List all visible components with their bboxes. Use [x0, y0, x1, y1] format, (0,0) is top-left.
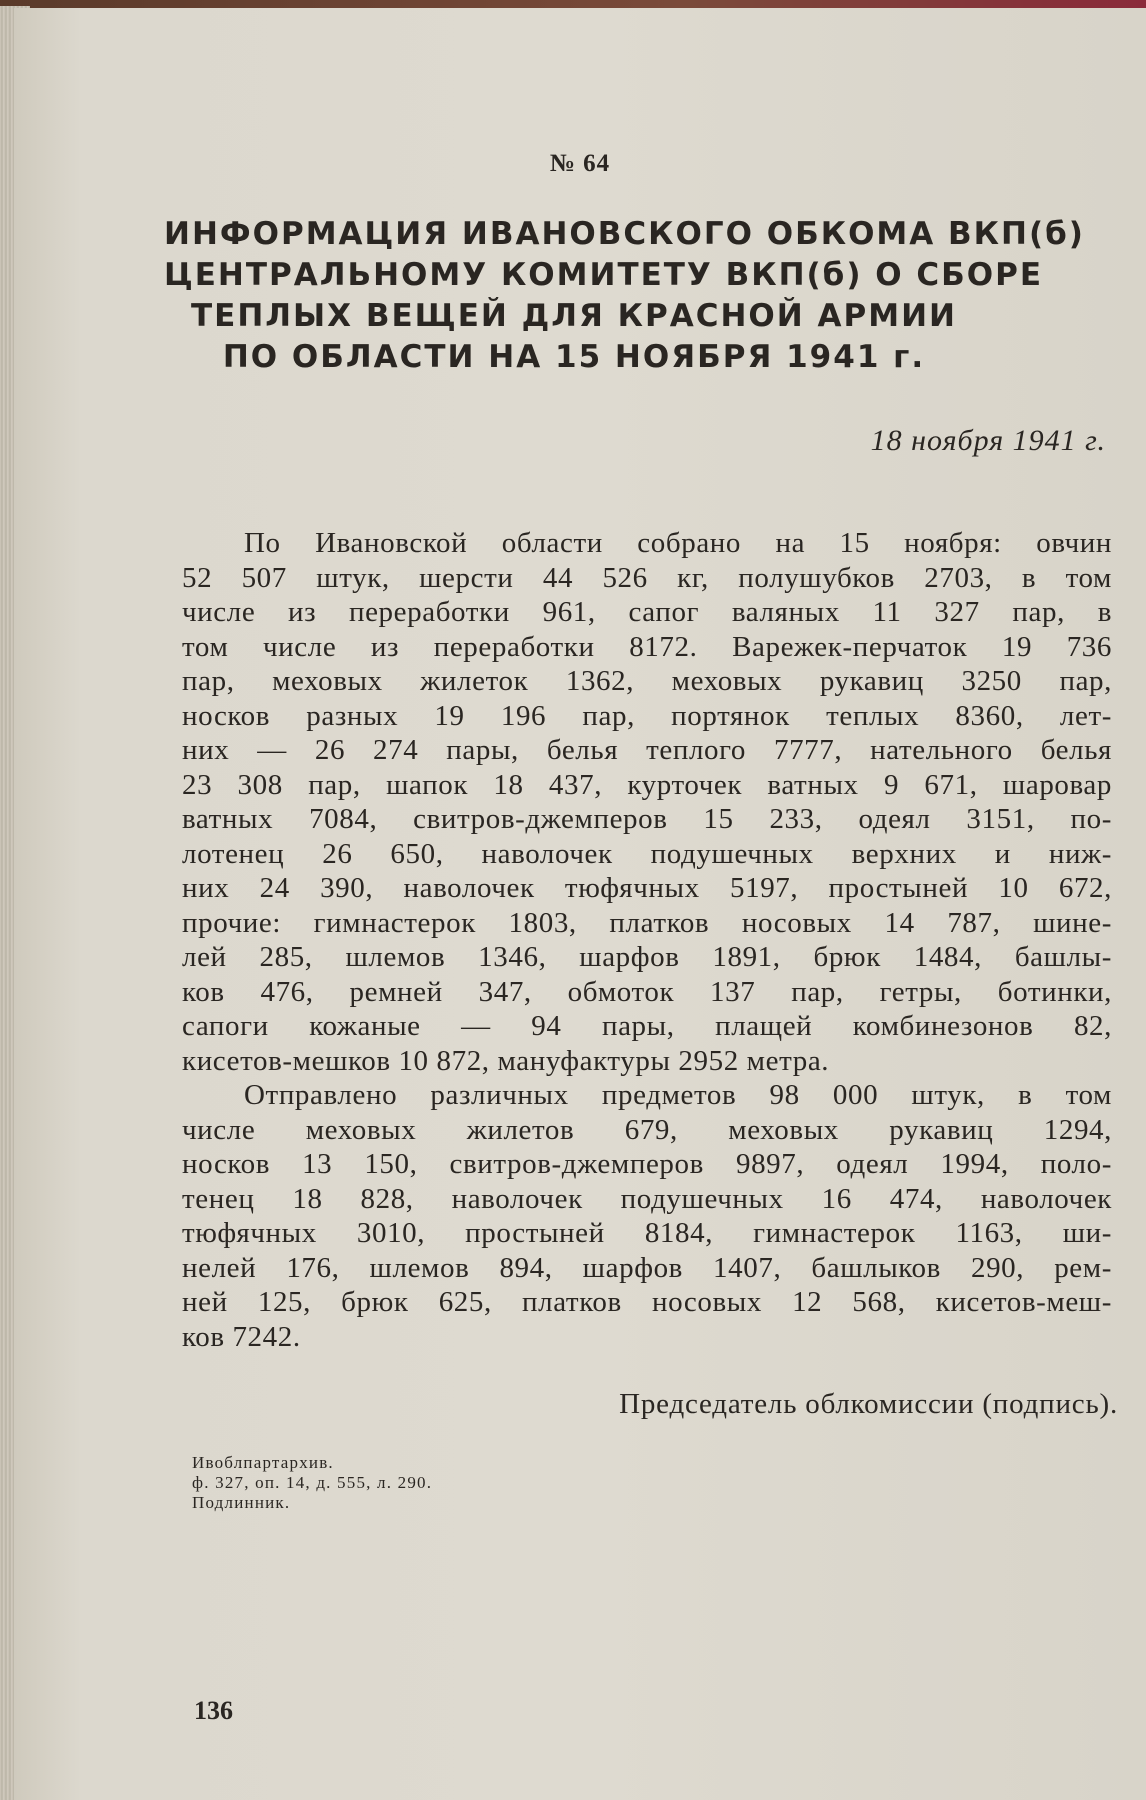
paragraph2-line: Отправлено различных предметов 98 000 штук, в том — [244, 1079, 1112, 1111]
paragraph2-line: нелей 176, шлемов 894, шарфов 1407, башлыков 290, рем- — [182, 1251, 1112, 1284]
archive-line: Подлинник. — [192, 1493, 291, 1512]
paragraph1-line: числе из переработки 961, сапог валяных 11 327 пар, в — [182, 596, 1112, 628]
paragraph1-line: них — 26 274 пары, белья теплого 7777, нательного белья — [182, 734, 1112, 766]
document-body — [182, 526, 1112, 1354]
paragraph2-line: носков 13 150, свитров-джемперов 9897, одеял 1994, поло- — [182, 1148, 1112, 1180]
title-line: ИНФОРМАЦИЯ ИВАНОВСКОГО ОБКОМА ВКП(б) — [164, 216, 1085, 252]
paragraph1-line: сапоги кожаные — 94 пары, плащей комбинезонов 82, — [182, 1010, 1112, 1042]
paragraph2-line: ней 125, брюк 625, платков носовых 12 568, кисетов-меш- — [182, 1286, 1112, 1318]
paragraph1-line: 23 308 пар, шапок 18 437, курточек ватных 9 671, шаровар — [182, 768, 1112, 801]
page-number: 136 — [194, 1696, 233, 1725]
archive-line: Ивоблпартархив. — [192, 1453, 334, 1472]
document-number: № 64 — [549, 150, 611, 177]
paragraph1-line: них 24 390, наволочек тюфячных 5197, простыней 10 672, — [182, 872, 1112, 904]
paragraph1-line: ков 476, ремней 347, обмоток 137 пар, гетры, ботинки, — [182, 975, 1112, 1008]
archive-line: ф. 327, оп. 14, д. 555, л. 290. — [192, 1473, 433, 1492]
paragraph2-line: тенец 18 828, наволочек подушечных 16 474, наволочек — [182, 1182, 1112, 1215]
title-line: ПО ОБЛАСТИ НА 15 НОЯБРЯ 1941 г. — [222, 339, 926, 375]
paragraph2-line: ков 7242. — [182, 1320, 301, 1353]
document-title — [164, 214, 1085, 378]
archive-reference — [192, 1453, 432, 1513]
paragraph2-line: тюфячных 3010, простыней 8184, гимнастерок 1163, ши- — [182, 1217, 1112, 1249]
paragraph1-line: лей 285, шлемов 1346, шарфов 1891, брюк 1484, башлы- — [182, 941, 1112, 973]
paragraph1-line: лотенец 26 650, наволочек подушечных верхних и ниж- — [182, 837, 1112, 870]
paragraph1-line: По Ивановской области собрано на 15 ноября: овчин — [244, 527, 1112, 559]
paragraph1-line: 52 507 штук, шерсти 44 526 кг, полушубков 2703, в том — [182, 561, 1112, 594]
paragraph2-line: числе меховых жилетов 679, меховых рукавиц 1294, — [182, 1113, 1112, 1146]
document-date: 18 ноября 1941 г. — [870, 424, 1106, 457]
book-page — [14, 8, 1146, 1800]
paragraph1-line: носков разных 19 196 пар, портянок теплых 8360, лет- — [182, 699, 1112, 732]
title-line: ТЕПЛЫХ ВЕЩЕЙ ДЛЯ КРАСНОЙ АРМИИ — [191, 298, 957, 334]
paragraph1-line: пар, меховых жилеток 1362, меховых рукавиц 3250 пар, — [182, 665, 1112, 697]
paragraph1-line: кисетов-мешков 10 872, мануфактуры 2952 метра. — [182, 1044, 830, 1077]
paragraph1-line: прочие: гимнастерок 1803, платков носовых 14 787, шине- — [182, 906, 1112, 939]
signature-line: Председатель облкомиссии (подпись). — [619, 1388, 1118, 1420]
paragraph1-line: ватных 7084, свитров-джемперов 15 233, одеял 3151, по- — [182, 803, 1112, 835]
paragraph1-line: том числе из переработки 8172. Варежек-перчаток 19 736 — [182, 630, 1112, 663]
title-line: ЦЕНТРАЛЬНОМУ КОМИТЕТУ ВКП(б) О СБОРЕ — [164, 257, 1044, 293]
